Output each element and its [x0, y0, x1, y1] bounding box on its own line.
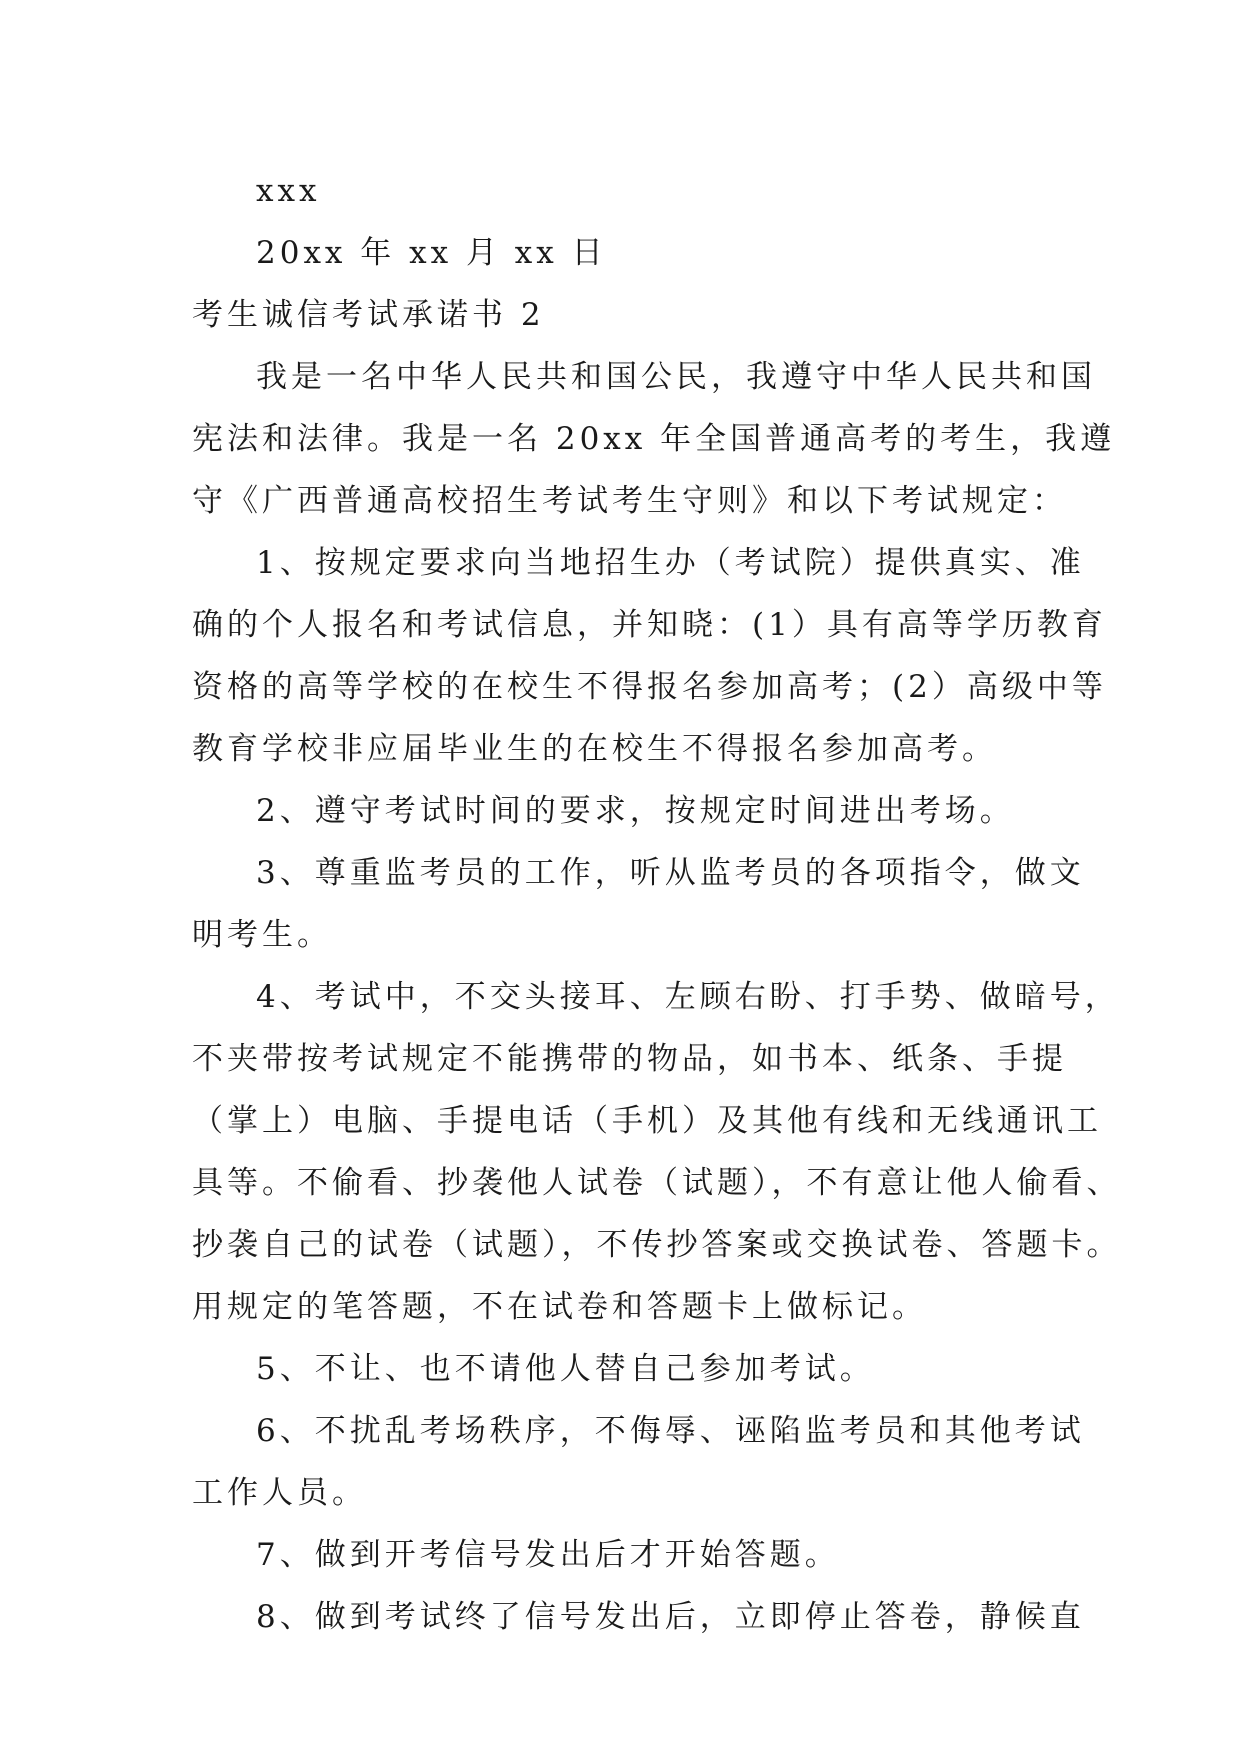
body-line: （掌上）电脑、手提电话（手机）及其他有线和无线通讯工 [192, 1103, 1102, 1139]
signature-name: xxx [256, 173, 321, 209]
body-line: 4、考试中，不交头接耳、左顾右盼、打手势、做暗号， [256, 979, 1120, 1015]
body-line: 抄袭自己的试卷（试题），不传抄答案或交换试卷、答题卡。 [192, 1227, 1122, 1263]
body-line: 资格的高等学校的在校生不得报名参加高考；(2）高级中等 [192, 669, 1107, 705]
document-title: 考生诚信考试承诺书 2 [192, 297, 545, 333]
document-page [192, 160, 1122, 1648]
body-line: 确的个人报名和考试信息，并知晓：(1）具有高等学历教育 [192, 607, 1107, 643]
body-line: 3、尊重监考员的工作，听从监考员的各项指令，做文 [256, 855, 1085, 891]
body-line: 8、做到考试终了信号发出后，立即停止答卷，静候直 [256, 1599, 1085, 1635]
body-line: 不夹带按考试规定不能携带的物品，如书本、纸条、手提 [192, 1041, 1067, 1077]
body-line: 明考生。 [192, 917, 332, 953]
document-body [192, 346, 1122, 1648]
signature-date: 20xx 年 xx 月 xx 日 [256, 235, 607, 271]
body-line: 2、遵守考试时间的要求，按规定时间进出考场。 [256, 793, 1015, 829]
body-line: 宪法和法律。我是一名 20xx 年全国普通高考的考生，我遵 [192, 421, 1116, 457]
body-line: 教育学校非应届毕业生的在校生不得报名参加高考。 [192, 731, 997, 767]
body-line: 1、按规定要求向当地招生办（考试院）提供真实、准 [256, 545, 1085, 581]
body-line: 守《广西普通高校招生考试考生守则》和以下考试规定： [192, 483, 1067, 519]
body-line: 我是一名中华人民共和国公民，我遵守中华人民共和国 [256, 359, 1096, 395]
body-line: 5、不让、也不请他人替自己参加考试。 [256, 1351, 875, 1387]
body-line: 6、不扰乱考场秩序，不侮辱、诬陷监考员和其他考试 [256, 1413, 1085, 1449]
body-line: 7、做到开考信号发出后才开始答题。 [256, 1537, 840, 1573]
body-line: 用规定的笔答题，不在试卷和答题卡上做标记。 [192, 1289, 927, 1325]
body-line: 具等。不偷看、抄袭他人试卷（试题），不有意让他人偷看、 [192, 1165, 1122, 1201]
body-line: 工作人员。 [192, 1475, 367, 1511]
